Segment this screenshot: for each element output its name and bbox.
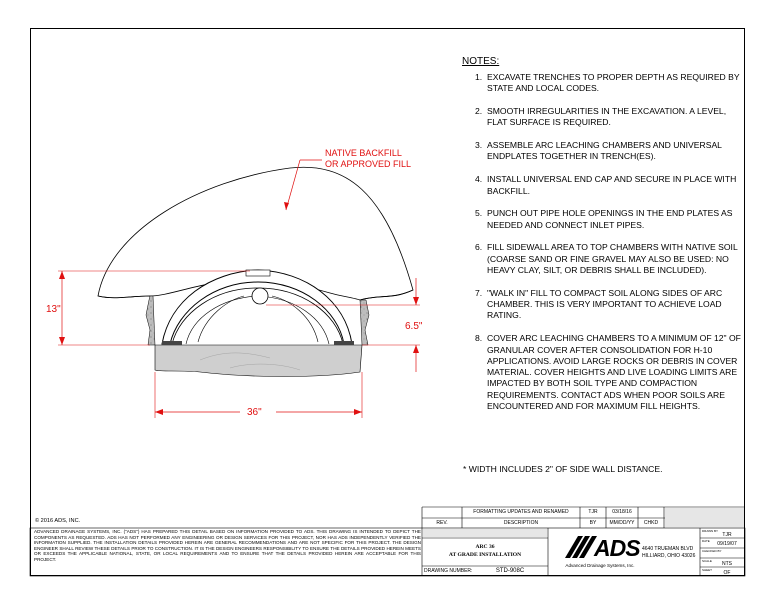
note-text: INSTALL UNIVERSAL END CAP AND SECURE IN PLACE WITH BACKFILL. — [487, 174, 737, 196]
revision-by: TJR — [588, 509, 598, 515]
note-text: EXCAVATE TRENCHES TO PROPER DEPTH AS REQUIRED BY STATE AND LOCAL CODES. — [487, 72, 740, 94]
address-line2: HILLIARD, OHIO 43026 — [642, 553, 696, 559]
notes-title: NOTES: — [462, 56, 500, 67]
date-label: DATE — [702, 539, 710, 543]
address-line1: 4640 TRUEMAN BLVD — [642, 546, 694, 552]
width-dimension — [155, 372, 362, 418]
note-text: PUNCH OUT PIPE HOLE OPENINGS IN THE END PLATES AS NEEDED AND CONNECT INLET PIPES. — [487, 208, 733, 230]
note-item — [458, 174, 748, 197]
revision-header-date: MM/DD/YY — [609, 520, 635, 526]
note-text: FILL SIDEWALL AREA TO TOP CHAMBERS WITH NATIVE SOIL (COARSE SAND OR FINE GRAVEL MAY ALSO BE USED: NO HEAVY CLAY, SILT, OR DEBRIS SHALL BE INCLUDED). — [487, 242, 738, 276]
revision-description: FORMATTING UPDATES AND RENAMED — [473, 509, 569, 515]
inlet-pipe — [252, 288, 268, 304]
sheet-label: SHEET — [702, 568, 713, 572]
note-number: 5. — [475, 208, 483, 219]
note-text: ASSEMBLE ARC LEACHING CHAMBERS AND UNIVERSAL ENDPLATES TOGETHER IN TRENCH(ES). — [487, 140, 722, 162]
dim-width-label: 36" — [247, 407, 262, 418]
dim-pipe-label: 6.5" — [405, 321, 423, 332]
drawing-title-line1: ARC 36 — [475, 544, 495, 550]
note-number: 4. — [475, 174, 483, 185]
drawing-number: STD-908C — [495, 568, 525, 574]
trench-wall-left — [146, 296, 155, 345]
drawn-by: TJR — [722, 532, 732, 538]
sheet-value: OF — [723, 570, 731, 576]
callout-line1: NATIVE BACKFILL — [325, 148, 402, 158]
note-item — [458, 333, 748, 412]
note-number: 1. — [475, 72, 483, 82]
note-text: SMOOTH IRREGULARITIES IN THE EXCAVATION. A LEVEL, FLAT SURFACE IS REQUIRED. — [487, 106, 727, 128]
note-text: COVER ARC LEACHING CHAMBERS TO A MINIMUM OF 12" OF GRANULAR COVER AFTER CONSOLIDATION FOR H-10 APPLICATIONS. AVOID LARGE ROCKS OR DEBRIS IN COVER MATERIAL. COVER HEIGHTS AND LIVE LOADING LIMITS ARE IMPACTED BY BOTH SOIL TYPE AND COMPACTION REQUIREMENTS. CONTACT ADS WHEN POOR SOILS ARE ENCOUNTERED AND FOR MAXIMUM FILL HEIGHTS. — [487, 333, 741, 412]
scale-label: SCALE — [702, 559, 712, 563]
date-value: 09/19/07 — [717, 541, 737, 547]
revision-header-by: BY — [589, 520, 597, 526]
drawn-by-label: DRAWN BY — [702, 529, 719, 533]
note-item — [458, 140, 748, 163]
note-item — [458, 72, 748, 95]
scale-value: NTS — [722, 561, 732, 567]
note-number: 2. — [475, 106, 483, 117]
drawing-title-line2: AT GRADE INSTALLATION — [448, 552, 522, 558]
checked-label: CHECKED BY — [702, 549, 722, 553]
notes-list — [458, 72, 748, 424]
note-number: 6. — [475, 242, 483, 253]
note-item — [458, 288, 748, 322]
note-number: 8. — [475, 333, 483, 344]
drawing-number-label: DRAWING NUMBER: — [424, 568, 473, 574]
ads-logo-stripes — [565, 536, 597, 558]
company-name: Advanced Drainage Systems, Inc. — [565, 563, 635, 568]
revision-date: 03/18/16 — [612, 509, 632, 515]
width-note: * WIDTH INCLUDES 2" OF SIDE WALL DISTANCE. — [463, 464, 663, 474]
disclaimer: ADVANCED DRAINAGE SYSTEMS, INC. ("ADS") HAS PREPARED THIS DETAIL BASED ON INFORMATION PROVIDED TO ADS. THIS DRAWING IS INTENDED TO DEPICT THE COMPONENTS AS REQUESTED. ADS HAS NOT PERFORMED ANY ENGINEERING OR DESIGN SERVICES FOR THIS PROJECT, NOR HAS ADS INDEPENDENTLY VERIFIED THE INFORMATION SUPPLIED. THE INSTALLATION DETAILS PROVIDED HEREIN ARE GENERAL RECOMMENDATIONS AND ARE NOT SPECIFIC FOR THIS PROJECT. THE DESIGN ENGINEER SHALL REVIEW THESE DETAILS PRIOR TO CONSTRUCTION. IT IS THE DESIGN ENGINEERS RESPONSIBILITY TO ENSURE THE DETAILS PROVIDED HEREIN MEETS OR EXCEEDS THE APPLICABLE NATIONAL, STATE, OR LOCAL REQUIREMENTS AND TO ENSURE THAT THE DETAILS PROVIDED HEREIN ARE ACCEPTABLE FOR THIS PROJECT. — [34, 529, 421, 562]
callout-line2: OR APPROVED FILL — [325, 159, 412, 169]
note-item — [458, 106, 748, 129]
revision-header-rev: REV. — [436, 520, 448, 526]
ads-logo: ADS — [594, 535, 640, 561]
copyright: © 2016 ADS, INC. — [35, 518, 81, 524]
trench-bottom — [155, 345, 362, 377]
dim-height-label: 13" — [46, 304, 61, 315]
note-text: "WALK IN" FILL TO COMPACT SOIL ALONG SIDES OF ARC CHAMBER. THIS IS VERY IMPORTANT TO ACHIEVE LOAD RATING. — [487, 287, 723, 321]
note-number: 3. — [475, 140, 483, 151]
revision-header-desc: DESCRIPTION — [503, 520, 539, 526]
note-item — [458, 208, 748, 231]
trench-wall-right — [360, 300, 369, 345]
revision-header-chkd: CHKD — [643, 520, 659, 526]
note-item — [458, 242, 748, 276]
note-number: 7. — [475, 287, 483, 298]
